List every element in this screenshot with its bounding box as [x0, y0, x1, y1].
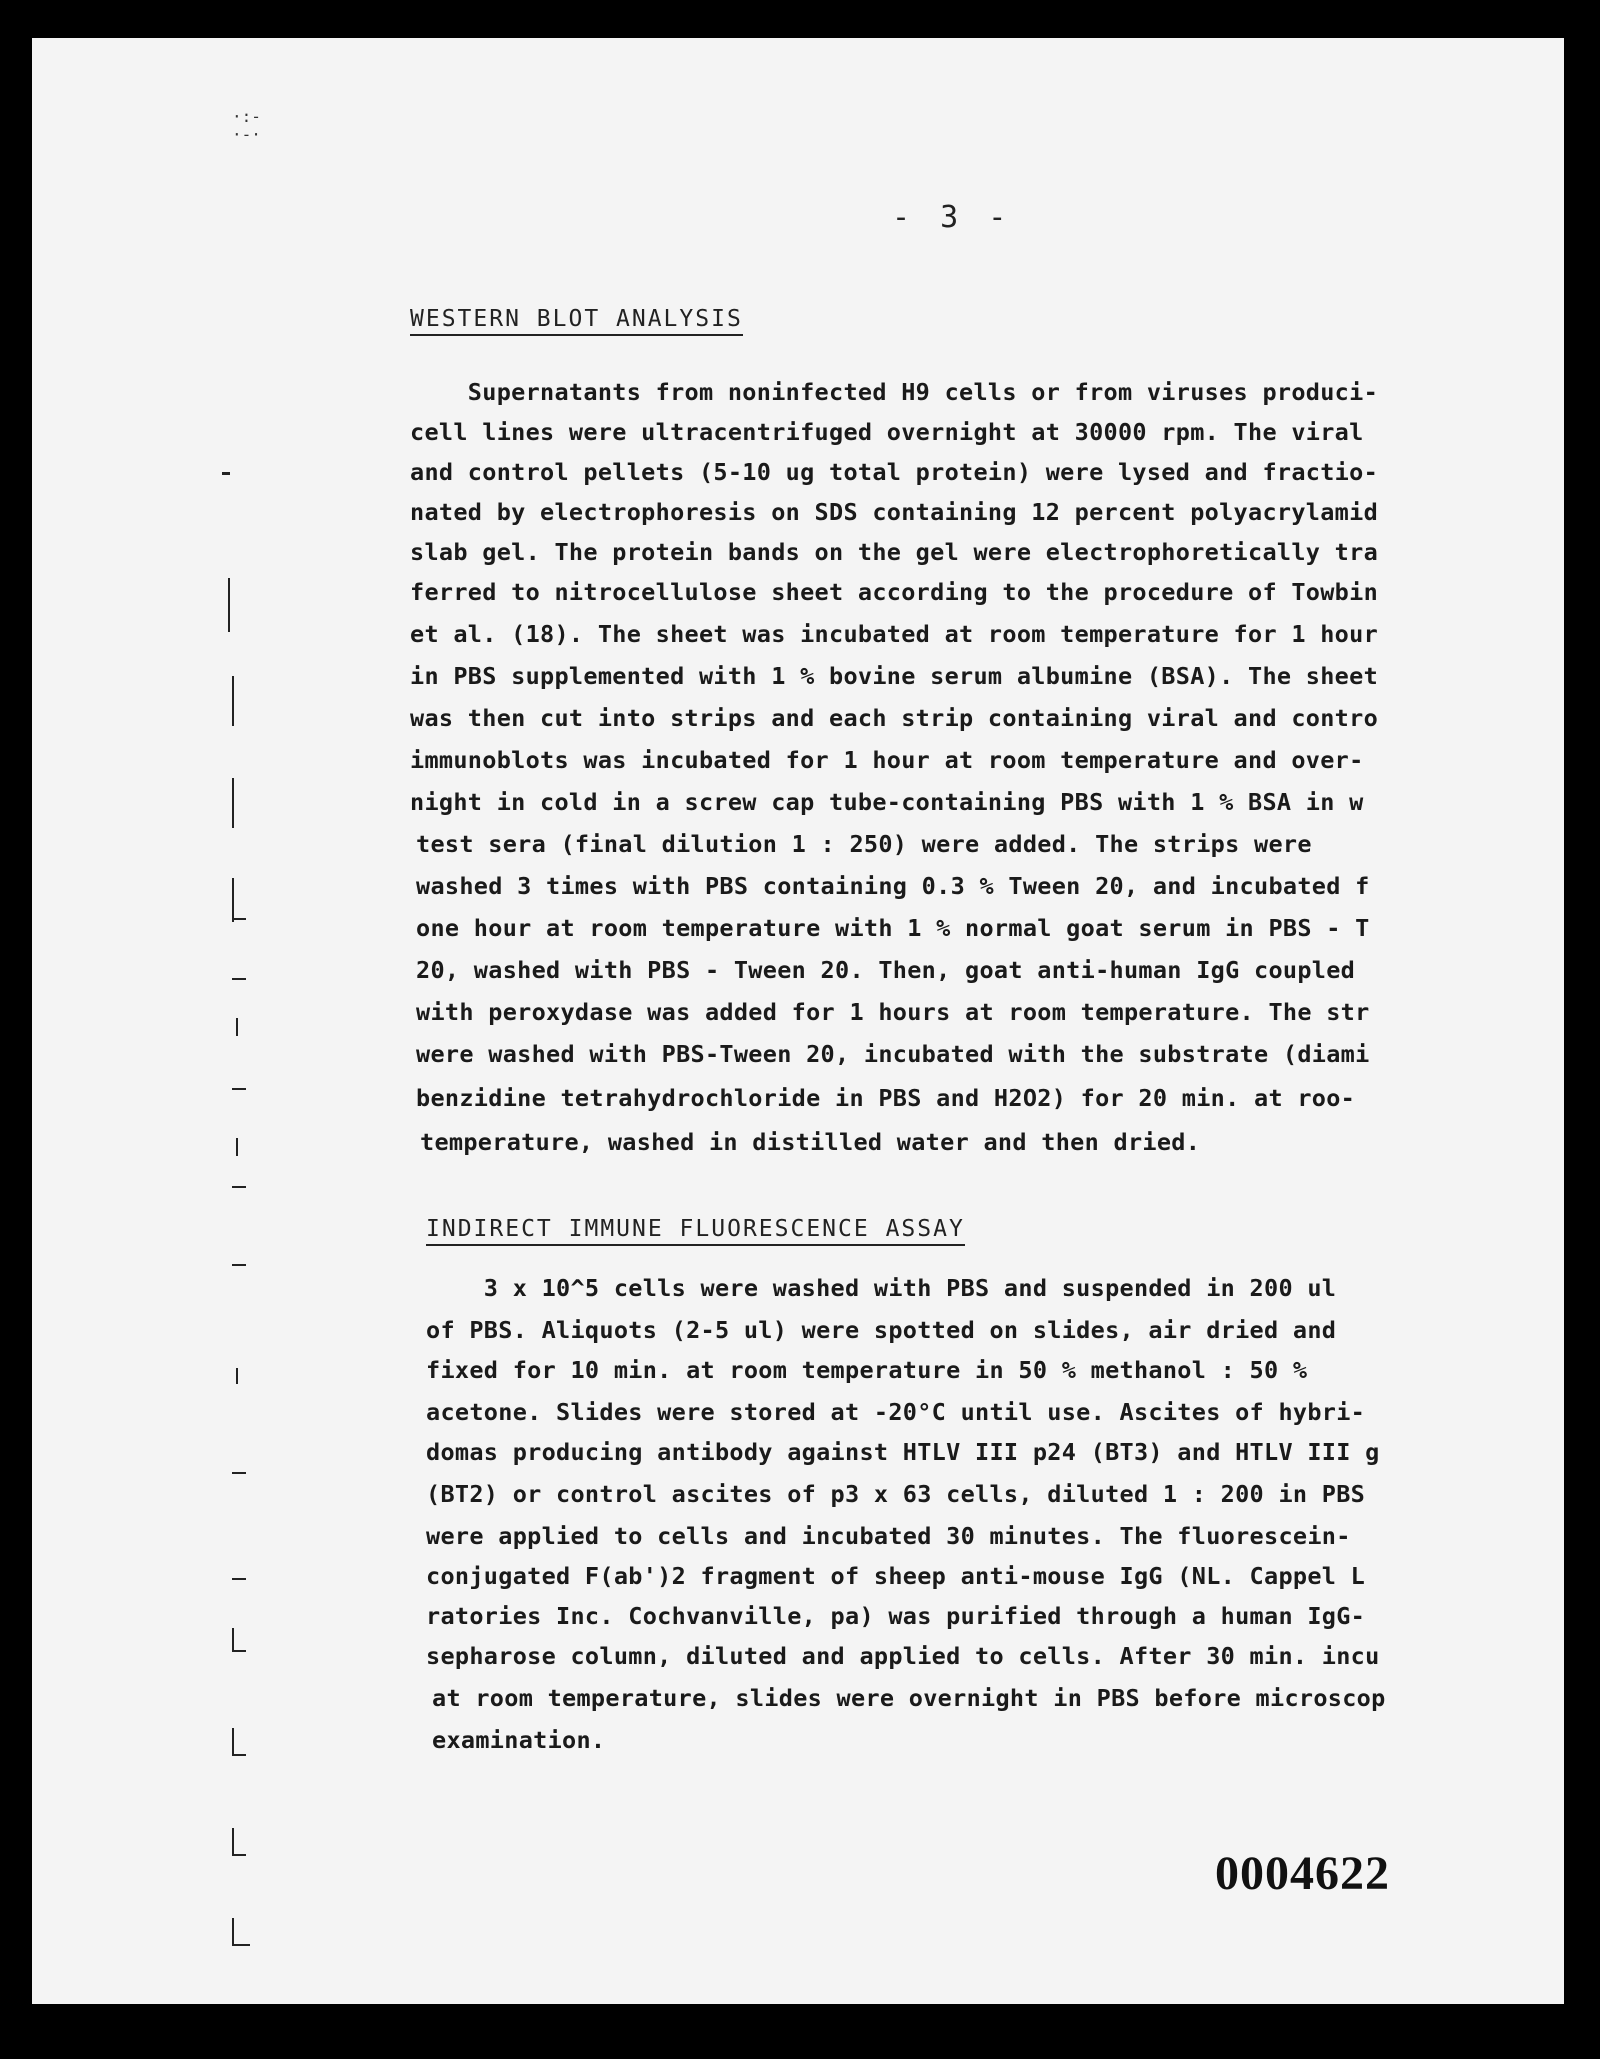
text-line: were washed with PBS-Tween 20, incubated with the substrate (diami — [416, 1040, 1370, 1068]
text-line: benzidine tetrahydrochloride in PBS and H2O2) for 20 min. at roo- — [416, 1084, 1356, 1112]
text-line: were applied to cells and incubated 30 minutes. The fluorescein- — [426, 1522, 1351, 1550]
text-line: slab gel. The protein bands on the gel were electrophoretically tra — [410, 538, 1379, 566]
text-line: (BT2) or control ascites of p3 x 63 cells, diluted 1 : 200 in PBS — [426, 1480, 1366, 1508]
text-line: fixed for 10 min. at room temperature in 50 % methanol : 50 % — [426, 1356, 1308, 1384]
text-line: ferred to nitrocellulose sheet according to the procedure of Towbin — [410, 578, 1379, 606]
section-heading-immunofluorescence: INDIRECT IMMUNE FLUORESCENCE ASSAY — [426, 1216, 965, 1246]
text-line: of PBS. Aliquots (2-5 ul) were spotted on slides, air dried and — [426, 1316, 1337, 1344]
margin-mark — [232, 1578, 246, 1580]
corner-scan-marks: ·:‐ ·-· — [232, 107, 261, 144]
margin-mark — [232, 1628, 234, 1650]
text-line: test sera (final dilution 1 : 250) were added. The strips were — [416, 830, 1312, 858]
text-line: 20, washed with PBS - Tween 20. Then, goat anti-human IgG coupled — [416, 956, 1356, 984]
page-number: - 3 - — [892, 200, 1013, 235]
margin-mark — [232, 778, 234, 828]
text-line: ratories Inc. Cochvanville, pa) was purified through a human IgG- — [426, 1602, 1366, 1630]
text-line: one hour at room temperature with 1 % normal goat serum in PBS - T — [416, 914, 1370, 942]
margin-mark — [232, 1854, 246, 1856]
margin-mark — [232, 1472, 246, 1474]
margin-mark — [236, 1138, 238, 1156]
margin-mark — [232, 1186, 246, 1188]
margin-mark — [232, 1728, 234, 1754]
text-line: et al. (18). The sheet was incubated at room temperature for 1 hour — [410, 620, 1379, 648]
margin-mark — [232, 1944, 250, 1946]
text-line: night in cold in a screw cap tube-containing PBS with 1 % BSA in w — [410, 788, 1364, 816]
text-line: immunoblots was incubated for 1 hour at room temperature and over- — [410, 746, 1364, 774]
text-line: washed 3 times with PBS containing 0.3 % Tween 20, and incubated f — [416, 872, 1370, 900]
margin-mark — [228, 578, 230, 632]
text-line: at room temperature, slides were overnight in PBS before microscop — [432, 1684, 1386, 1712]
margin-mark — [236, 1018, 238, 1036]
text-line: and control pellets (5-10 ug total protein) were lysed and fractio- — [410, 458, 1379, 486]
text-line: 3 x 10^5 cells were washed with PBS and suspended in 200 ul — [426, 1274, 1337, 1302]
margin-mark — [232, 1088, 246, 1090]
margin-mark — [232, 1650, 246, 1652]
text-line: with peroxydase was added for 1 hours at room temperature. The str — [416, 998, 1370, 1026]
section-heading-western-blot: WESTERN BLOT ANALYSIS — [410, 306, 743, 336]
margin-mark — [232, 676, 234, 726]
text-line: Supernatants from noninfected H9 cells or from viruses produci- — [410, 378, 1379, 406]
text-line: in PBS supplemented with 1 % bovine serum albumine (BSA). The sheet — [410, 662, 1379, 690]
margin-mark — [232, 1264, 246, 1266]
margin-mark — [222, 472, 230, 475]
margin-mark — [232, 1918, 234, 1944]
text-line: nated by electrophoresis on SDS containing 12 percent polyacrylamid — [410, 498, 1379, 526]
margin-mark — [232, 1828, 234, 1854]
text-line: acetone. Slides were stored at -20°C until use. Ascites of hybri- — [426, 1398, 1366, 1426]
text-line: sepharose column, diluted and applied to cells. After 30 min. incu — [426, 1642, 1380, 1670]
margin-mark — [232, 1754, 246, 1756]
text-line: domas producing antibody against HTLV III p24 (BT3) and HTLV III g — [426, 1438, 1380, 1466]
document-stamp-number: 0004622 — [1215, 1847, 1390, 1900]
text-line: temperature, washed in distilled water and then dried. — [420, 1128, 1201, 1156]
text-line: examination. — [432, 1726, 606, 1754]
margin-mark — [232, 918, 246, 920]
document-page — [32, 38, 1564, 2004]
text-line: was then cut into strips and each strip containing viral and contro — [410, 704, 1379, 732]
margin-mark — [232, 978, 246, 980]
text-line: conjugated F(ab')2 fragment of sheep anti-mouse IgG (NL. Cappel L — [426, 1562, 1366, 1590]
margin-mark — [236, 1368, 238, 1384]
text-line: cell lines were ultracentrifuged overnight at 30000 rpm. The viral — [410, 418, 1364, 446]
margin-mark — [232, 878, 234, 922]
